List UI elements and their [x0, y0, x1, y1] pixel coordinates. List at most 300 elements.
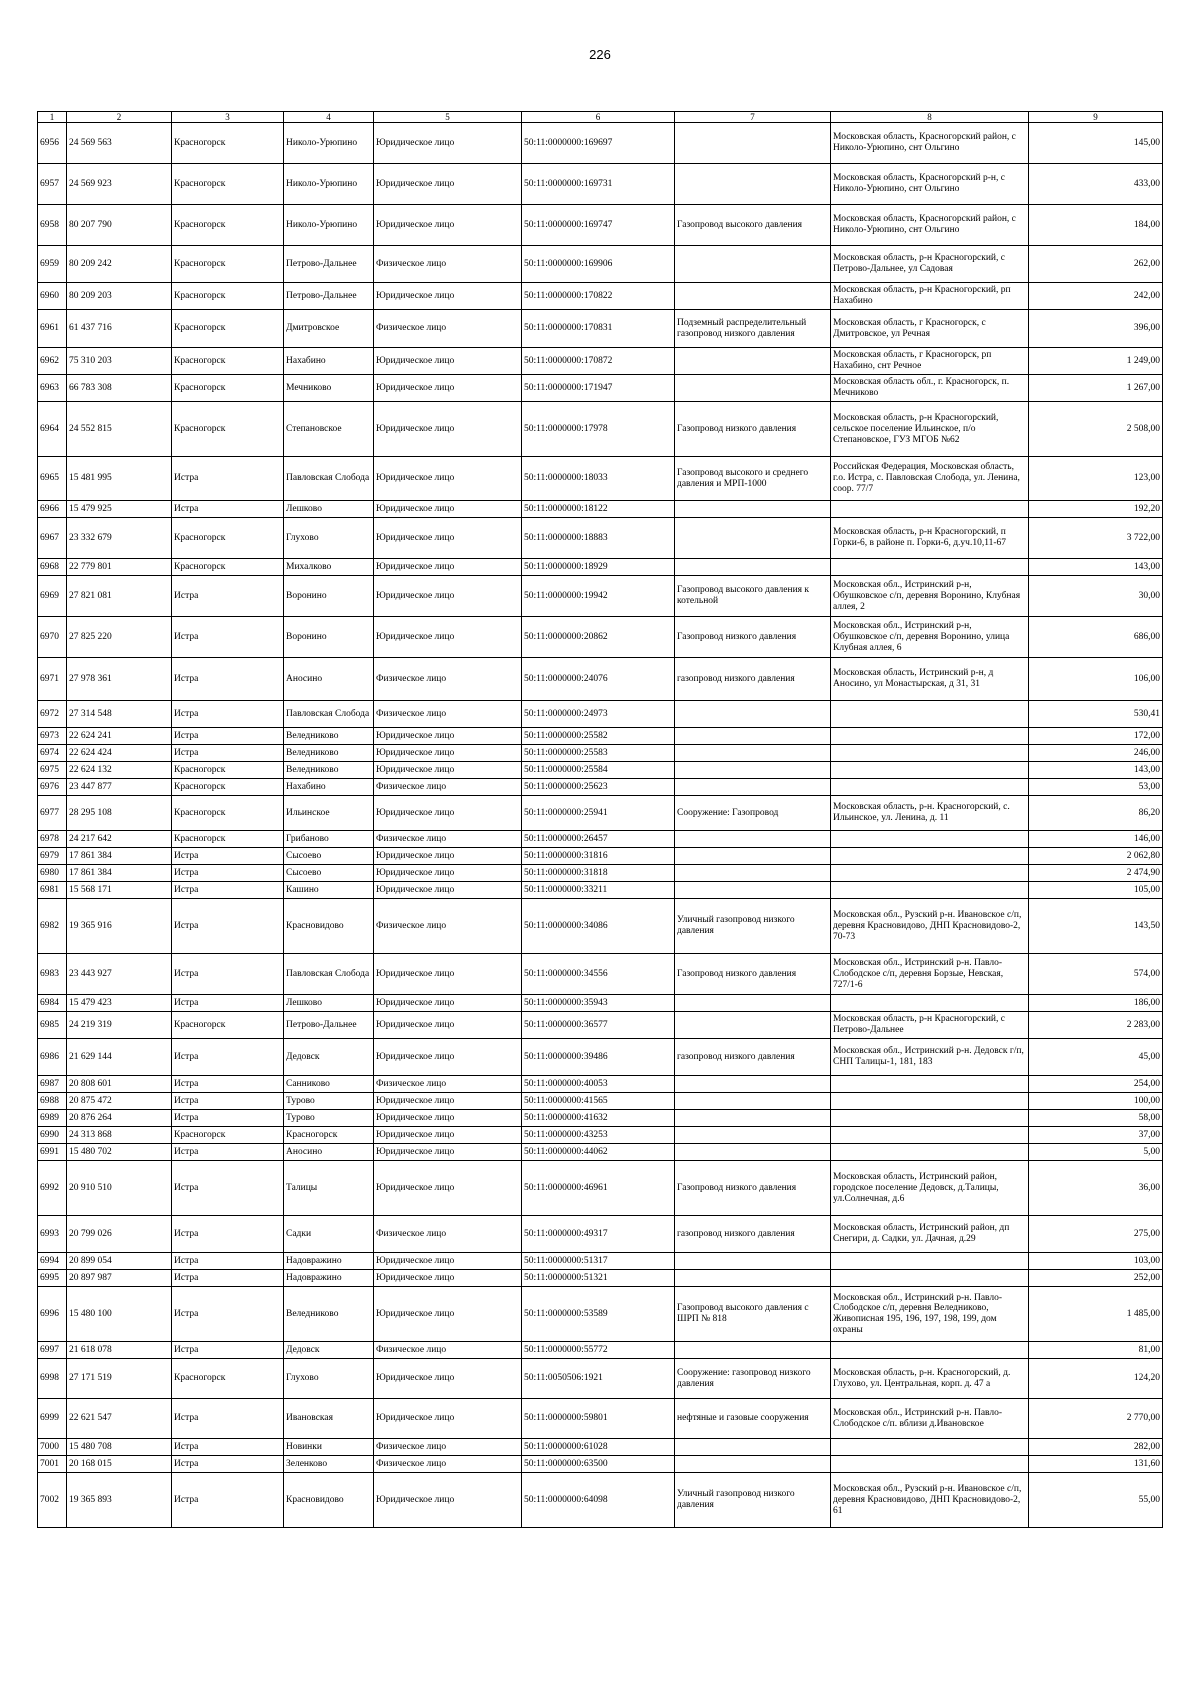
row-number-cell: 6969	[38, 576, 67, 617]
object-description-cell: Уличный газопровод низкого давления	[675, 899, 831, 954]
settlement-cell: Павловская Слобода	[284, 457, 374, 501]
owner-type-cell: Юридическое лицо	[374, 1093, 522, 1110]
municipality-cell: Истра	[172, 1093, 284, 1110]
owner-type-cell: Юридическое лицо	[374, 1359, 522, 1399]
address-cell: Московская область, р-н Красногорский, с Петрово-Дальнее, ул Садовая	[831, 246, 1029, 283]
value-cell: 5,00	[1029, 1144, 1163, 1161]
table-row	[38, 831, 1163, 848]
settlement-cell: Воронино	[284, 617, 374, 658]
address-cell	[831, 745, 1029, 762]
object-description-cell: газопровод низкого давления	[675, 1216, 831, 1253]
owner-type-cell: Физическое лицо	[374, 246, 522, 283]
value-cell: 143,50	[1029, 899, 1163, 954]
code-cell: 21 629 144	[67, 1039, 172, 1076]
cadastral-number-cell: 50:11:0000000:170872	[522, 348, 675, 375]
municipality-cell: Истра	[172, 617, 284, 658]
cadastral-number-cell: 50:11:0000000:63500	[522, 1456, 675, 1473]
settlement-cell: Нахабино	[284, 348, 374, 375]
owner-type-cell: Юридическое лицо	[374, 1287, 522, 1342]
code-cell: 23 447 877	[67, 779, 172, 796]
settlement-cell: Лешково	[284, 501, 374, 518]
address-cell: Московская область, р-н Красногорский, с Петрово-Дальнее	[831, 1012, 1029, 1039]
object-description-cell: Уличный газопровод низкого давления	[675, 1473, 831, 1528]
owner-type-cell: Юридическое лицо	[374, 375, 522, 402]
settlement-cell: Веледниково	[284, 728, 374, 745]
row-number-cell: 6996	[38, 1287, 67, 1342]
table-row	[38, 882, 1163, 899]
row-number-cell: 6976	[38, 779, 67, 796]
row-number-cell: 7002	[38, 1473, 67, 1528]
address-cell	[831, 1253, 1029, 1270]
row-number-cell: 6964	[38, 402, 67, 457]
table-row	[38, 899, 1163, 954]
object-description-cell	[675, 745, 831, 762]
address-cell	[831, 1076, 1029, 1093]
row-number-cell: 6975	[38, 762, 67, 779]
municipality-cell: Истра	[172, 1039, 284, 1076]
owner-type-cell: Юридическое лицо	[374, 501, 522, 518]
row-number-cell: 6998	[38, 1359, 67, 1399]
settlement-cell: Кашино	[284, 882, 374, 899]
address-cell	[831, 559, 1029, 576]
cadastral-number-cell: 50:11:0000000:34086	[522, 899, 675, 954]
column-header: 9	[1029, 112, 1163, 123]
row-number-cell: 6960	[38, 283, 67, 310]
settlement-cell: Нахабино	[284, 779, 374, 796]
cadastral-number-cell: 50:11:0000000:43253	[522, 1127, 675, 1144]
municipality-cell: Истра	[172, 1076, 284, 1093]
settlement-cell: Надовражино	[284, 1270, 374, 1287]
value-cell: 1 249,00	[1029, 348, 1163, 375]
value-cell: 2 283,00	[1029, 1012, 1163, 1039]
object-description-cell	[675, 865, 831, 882]
address-cell: Московская область, Истринский р-н, д Аносино, ул Монастырская, д 31, 31	[831, 658, 1029, 701]
code-cell: 80 209 203	[67, 283, 172, 310]
settlement-cell: Глухово	[284, 1359, 374, 1399]
owner-type-cell: Юридическое лицо	[374, 1110, 522, 1127]
table-row	[38, 1076, 1163, 1093]
value-cell: 143,00	[1029, 559, 1163, 576]
settlement-cell: Петрово-Дальнее	[284, 246, 374, 283]
cadastral-number-cell: 50:11:0000000:18883	[522, 518, 675, 559]
cadastral-number-cell: 50:11:0000000:24973	[522, 701, 675, 728]
cadastral-number-cell: 50:11:0000000:46961	[522, 1161, 675, 1216]
code-cell: 22 779 801	[67, 559, 172, 576]
cadastral-number-cell: 50:11:0000000:36577	[522, 1012, 675, 1039]
municipality-cell: Истра	[172, 457, 284, 501]
object-description-cell	[675, 1127, 831, 1144]
object-description-cell	[675, 1144, 831, 1161]
value-cell: 192,20	[1029, 501, 1163, 518]
row-number-cell: 6971	[38, 658, 67, 701]
owner-type-cell: Юридическое лицо	[374, 402, 522, 457]
object-description-cell: Газопровод низкого давления	[675, 1161, 831, 1216]
row-number-cell: 6958	[38, 205, 67, 246]
row-number-cell: 6984	[38, 995, 67, 1012]
settlement-cell: Воронино	[284, 576, 374, 617]
cadastral-number-cell: 50:11:0000000:25623	[522, 779, 675, 796]
object-description-cell	[675, 995, 831, 1012]
object-description-cell	[675, 1076, 831, 1093]
code-cell: 17 861 384	[67, 865, 172, 882]
object-description-cell	[675, 1439, 831, 1456]
column-header: 2	[67, 112, 172, 123]
settlement-cell: Михалково	[284, 559, 374, 576]
address-cell: Московская область, р-н. Красногорский, с. Ильинское, ул. Ленина, д. 11	[831, 796, 1029, 831]
cadastral-number-cell: 50:11:0000000:59801	[522, 1399, 675, 1439]
table-row	[38, 310, 1163, 348]
cadastral-number-cell: 50:11:0000000:25584	[522, 762, 675, 779]
code-cell: 22 621 547	[67, 1399, 172, 1439]
municipality-cell: Истра	[172, 954, 284, 995]
address-cell	[831, 1342, 1029, 1359]
object-description-cell	[675, 1342, 831, 1359]
table-row	[38, 1144, 1163, 1161]
municipality-cell: Истра	[172, 1144, 284, 1161]
row-number-cell: 6987	[38, 1076, 67, 1093]
cadastral-number-cell: 50:11:0000000:51321	[522, 1270, 675, 1287]
value-cell: 36,00	[1029, 1161, 1163, 1216]
address-cell	[831, 882, 1029, 899]
row-number-cell: 6994	[38, 1253, 67, 1270]
code-cell: 15 481 995	[67, 457, 172, 501]
cadastral-number-cell: 50:11:0000000:171947	[522, 375, 675, 402]
code-cell: 15 480 708	[67, 1439, 172, 1456]
value-cell: 2 474,90	[1029, 865, 1163, 882]
owner-type-cell: Юридическое лицо	[374, 1039, 522, 1076]
value-cell: 58,00	[1029, 1110, 1163, 1127]
owner-type-cell: Юридическое лицо	[374, 882, 522, 899]
object-description-cell	[675, 1110, 831, 1127]
settlement-cell: Дмитровское	[284, 310, 374, 348]
code-cell: 80 207 790	[67, 205, 172, 246]
value-cell: 103,00	[1029, 1253, 1163, 1270]
object-description-cell	[675, 1012, 831, 1039]
cadastral-number-cell: 50:11:0000000:31818	[522, 865, 675, 882]
owner-type-cell: Юридическое лицо	[374, 848, 522, 865]
owner-type-cell: Физическое лицо	[374, 1216, 522, 1253]
address-cell: Московская область, Красногорский район, с Николо-Урюпино, снт Ольгино	[831, 123, 1029, 164]
cadastral-number-cell: 50:11:0000000:34556	[522, 954, 675, 995]
settlement-cell: Веледниково	[284, 1287, 374, 1342]
cadastral-number-cell: 50:11:0000000:53589	[522, 1287, 675, 1342]
object-description-cell: Газопровод высокого и среднего давления и МРП-1000	[675, 457, 831, 501]
object-description-cell	[675, 1270, 831, 1287]
code-cell: 20 168 015	[67, 1456, 172, 1473]
row-number-cell: 6963	[38, 375, 67, 402]
municipality-cell: Истра	[172, 1216, 284, 1253]
owner-type-cell: Юридическое лицо	[374, 865, 522, 882]
code-cell: 24 569 563	[67, 123, 172, 164]
object-description-cell	[675, 164, 831, 205]
address-cell: Московская обл., Истринский р-н. Павло-Слободское с/п. вблизи д.Ивановское	[831, 1399, 1029, 1439]
object-description-cell	[675, 559, 831, 576]
address-cell	[831, 1127, 1029, 1144]
settlement-cell: Санниково	[284, 1076, 374, 1093]
settlement-cell: Дедовск	[284, 1039, 374, 1076]
owner-type-cell: Физическое лицо	[374, 658, 522, 701]
address-cell: Московская область, р-н Красногорский, п Горки-6, в районе п. Горки-6, д.уч.10,11-67	[831, 518, 1029, 559]
municipality-cell: Красногорск	[172, 1359, 284, 1399]
municipality-cell: Красногорск	[172, 375, 284, 402]
table-row	[38, 701, 1163, 728]
value-cell: 2 062,80	[1029, 848, 1163, 865]
address-cell: Московская обл., Истринский р-н, Обушковское с/п, деревня Воронино, Клубная аллея, 2	[831, 576, 1029, 617]
table-row	[38, 796, 1163, 831]
value-cell: 184,00	[1029, 205, 1163, 246]
row-number-cell: 6979	[38, 848, 67, 865]
code-cell: 22 624 132	[67, 762, 172, 779]
row-number-cell: 6986	[38, 1039, 67, 1076]
owner-type-cell: Физическое лицо	[374, 1342, 522, 1359]
settlement-cell: Мечниково	[284, 375, 374, 402]
table-row	[38, 779, 1163, 796]
address-cell	[831, 848, 1029, 865]
address-cell: Московская область, г Красногорск, рп Нахабино, снт Речное	[831, 348, 1029, 375]
row-number-cell: 6985	[38, 1012, 67, 1039]
value-cell: 275,00	[1029, 1216, 1163, 1253]
row-number-cell: 6982	[38, 899, 67, 954]
code-cell: 23 332 679	[67, 518, 172, 559]
value-cell: 574,00	[1029, 954, 1163, 995]
municipality-cell: Красногорск	[172, 831, 284, 848]
value-cell: 172,00	[1029, 728, 1163, 745]
table-row	[38, 1342, 1163, 1359]
cadastral-number-cell: 50:11:0000000:169731	[522, 164, 675, 205]
settlement-cell: Николо-Урюпино	[284, 123, 374, 164]
column-header: 4	[284, 112, 374, 123]
code-cell: 22 624 424	[67, 745, 172, 762]
code-cell: 19 365 893	[67, 1473, 172, 1528]
table-row	[38, 848, 1163, 865]
table-row	[38, 658, 1163, 701]
object-description-cell: Газопровод высокого давления с ШРП № 818	[675, 1287, 831, 1342]
value-cell: 55,00	[1029, 1473, 1163, 1528]
value-cell: 1 485,00	[1029, 1287, 1163, 1342]
code-cell: 23 443 927	[67, 954, 172, 995]
row-number-cell: 6977	[38, 796, 67, 831]
municipality-cell: Красногорск	[172, 779, 284, 796]
row-number-cell: 6968	[38, 559, 67, 576]
value-cell: 3 722,00	[1029, 518, 1163, 559]
cadastral-number-cell: 50:11:0000000:169747	[522, 205, 675, 246]
address-cell: Московская область обл., г. Красногорск, п. Мечниково	[831, 375, 1029, 402]
value-cell: 131,60	[1029, 1456, 1163, 1473]
column-header: 1	[38, 112, 67, 123]
code-cell: 19 365 916	[67, 899, 172, 954]
settlement-cell: Глухово	[284, 518, 374, 559]
cadastral-number-cell: 50:11:0000000:169906	[522, 246, 675, 283]
address-cell: Московская область, Истринский район, дп Снегири, д. Садки, ул. Дачная, д.29	[831, 1216, 1029, 1253]
code-cell: 75 310 203	[67, 348, 172, 375]
address-cell	[831, 1270, 1029, 1287]
value-cell: 262,00	[1029, 246, 1163, 283]
address-cell	[831, 1144, 1029, 1161]
table-row	[38, 123, 1163, 164]
settlement-cell: Красновидово	[284, 899, 374, 954]
object-description-cell: Сооружение: Газопровод	[675, 796, 831, 831]
owner-type-cell: Юридическое лицо	[374, 1012, 522, 1039]
code-cell: 21 618 078	[67, 1342, 172, 1359]
value-cell: 86,20	[1029, 796, 1163, 831]
column-header: 7	[675, 112, 831, 123]
settlement-cell: Аносино	[284, 1144, 374, 1161]
value-cell: 30,00	[1029, 576, 1163, 617]
owner-type-cell: Юридическое лицо	[374, 518, 522, 559]
municipality-cell: Красногорск	[172, 1012, 284, 1039]
code-cell: 15 480 702	[67, 1144, 172, 1161]
municipality-cell: Истра	[172, 995, 284, 1012]
municipality-cell: Красногорск	[172, 205, 284, 246]
table-row	[38, 164, 1163, 205]
municipality-cell: Красногорск	[172, 518, 284, 559]
cadastral-number-cell: 50:11:0000000:169697	[522, 123, 675, 164]
cadastral-number-cell: 50:11:0000000:25941	[522, 796, 675, 831]
settlement-cell: Ильинское	[284, 796, 374, 831]
cadastral-number-cell: 50:11:0000000:51317	[522, 1253, 675, 1270]
owner-type-cell: Физическое лицо	[374, 779, 522, 796]
object-description-cell	[675, 375, 831, 402]
code-cell: 20 876 264	[67, 1110, 172, 1127]
object-description-cell: Газопровод низкого давления	[675, 402, 831, 457]
settlement-cell: Надовражино	[284, 1253, 374, 1270]
settlement-cell: Садки	[284, 1216, 374, 1253]
municipality-cell: Истра	[172, 848, 284, 865]
cadastral-number-cell: 50:11:0000000:41632	[522, 1110, 675, 1127]
municipality-cell: Истра	[172, 1253, 284, 1270]
code-cell: 20 899 054	[67, 1253, 172, 1270]
owner-type-cell: Юридическое лицо	[374, 1253, 522, 1270]
owner-type-cell: Юридическое лицо	[374, 617, 522, 658]
object-description-cell: Сооружение: газопровод низкого давления	[675, 1359, 831, 1399]
table-row	[38, 348, 1163, 375]
owner-type-cell: Юридическое лицо	[374, 995, 522, 1012]
municipality-cell: Красногорск	[172, 348, 284, 375]
object-description-cell	[675, 501, 831, 518]
table-row	[38, 995, 1163, 1012]
settlement-cell: Сысоево	[284, 848, 374, 865]
address-cell: Московская обл., Истринский р-н. Павло-Слободское с/п, деревня Веледниково, Живописная 195, 196, 197, 198, 199, дом охраны	[831, 1287, 1029, 1342]
settlement-cell: Турово	[284, 1093, 374, 1110]
cadastral-number-cell: 50:11:0000000:61028	[522, 1439, 675, 1456]
object-description-cell: нефтяные и газовые сооружения	[675, 1399, 831, 1439]
municipality-cell: Красногорск	[172, 762, 284, 779]
address-cell: Московская обл., Рузский р-н. Ивановское с/п, деревня Красновидово, ДНП Красновидово-2, 61	[831, 1473, 1029, 1528]
table-row	[38, 762, 1163, 779]
cadastral-number-cell: 50:11:0050506:1921	[522, 1359, 675, 1399]
municipality-cell: Истра	[172, 576, 284, 617]
value-cell: 124,20	[1029, 1359, 1163, 1399]
owner-type-cell: Юридическое лицо	[374, 1127, 522, 1144]
settlement-cell: Турово	[284, 1110, 374, 1127]
owner-type-cell: Юридическое лицо	[374, 728, 522, 745]
row-number-cell: 6989	[38, 1110, 67, 1127]
owner-type-cell: Юридическое лицо	[374, 1399, 522, 1439]
owner-type-cell: Юридическое лицо	[374, 954, 522, 995]
address-cell: Московская область, р-н Красногорский, сельское поселение Ильинское, п/о Степановское, ГУЗ МГОБ №62	[831, 402, 1029, 457]
row-number-cell: 6995	[38, 1270, 67, 1287]
code-cell: 17 861 384	[67, 848, 172, 865]
code-cell: 15 479 423	[67, 995, 172, 1012]
table-row	[38, 1270, 1163, 1287]
address-cell	[831, 995, 1029, 1012]
address-cell	[831, 865, 1029, 882]
table-row	[38, 559, 1163, 576]
object-description-cell	[675, 728, 831, 745]
cadastral-number-cell: 50:11:0000000:18122	[522, 501, 675, 518]
registry-table	[37, 111, 1163, 1528]
owner-type-cell: Физическое лицо	[374, 899, 522, 954]
object-description-cell	[675, 762, 831, 779]
value-cell: 106,00	[1029, 658, 1163, 701]
municipality-cell: Истра	[172, 1287, 284, 1342]
municipality-cell: Истра	[172, 701, 284, 728]
address-cell: Московская область, г Красногорск, с Дмитровское, ул Речная	[831, 310, 1029, 348]
table-row	[38, 576, 1163, 617]
code-cell: 27 821 081	[67, 576, 172, 617]
owner-type-cell: Юридическое лицо	[374, 745, 522, 762]
object-description-cell	[675, 1093, 831, 1110]
settlement-cell: Степановское	[284, 402, 374, 457]
row-number-cell: 6980	[38, 865, 67, 882]
address-cell: Московская область, Красногорский район, с Николо-Урюпино, снт Ольгино	[831, 205, 1029, 246]
row-number-cell: 7000	[38, 1439, 67, 1456]
owner-type-cell: Юридическое лицо	[374, 1144, 522, 1161]
object-description-cell: Газопровод высокого давления	[675, 205, 831, 246]
code-cell: 15 479 925	[67, 501, 172, 518]
row-number-cell: 6967	[38, 518, 67, 559]
object-description-cell	[675, 1456, 831, 1473]
owner-type-cell: Физическое лицо	[374, 310, 522, 348]
code-cell: 24 313 868	[67, 1127, 172, 1144]
row-number-cell: 6970	[38, 617, 67, 658]
value-cell: 105,00	[1029, 882, 1163, 899]
row-number-cell: 6956	[38, 123, 67, 164]
value-cell: 252,00	[1029, 1270, 1163, 1287]
cadastral-number-cell: 50:11:0000000:55772	[522, 1342, 675, 1359]
row-number-cell: 6972	[38, 701, 67, 728]
object-description-cell	[675, 831, 831, 848]
municipality-cell: Истра	[172, 728, 284, 745]
page-number: 226	[589, 47, 611, 62]
cadastral-number-cell: 50:11:0000000:170831	[522, 310, 675, 348]
object-description-cell: Газопровод высокого давления к котельной	[675, 576, 831, 617]
code-cell: 20 799 026	[67, 1216, 172, 1253]
table-row	[38, 1127, 1163, 1144]
code-cell: 20 897 987	[67, 1270, 172, 1287]
code-cell: 28 295 108	[67, 796, 172, 831]
owner-type-cell: Физическое лицо	[374, 701, 522, 728]
table-row	[38, 1473, 1163, 1528]
object-description-cell	[675, 348, 831, 375]
owner-type-cell: Юридическое лицо	[374, 205, 522, 246]
address-cell: Московская обл., Истринский р-н. Дедовск г/п, СНП Талицы-1, 181, 183	[831, 1039, 1029, 1076]
table-row	[38, 1039, 1163, 1076]
value-cell: 100,00	[1029, 1093, 1163, 1110]
cadastral-number-cell: 50:11:0000000:39486	[522, 1039, 675, 1076]
municipality-cell: Истра	[172, 501, 284, 518]
value-cell: 1 267,00	[1029, 375, 1163, 402]
table-row	[38, 1456, 1163, 1473]
row-number-cell: 6965	[38, 457, 67, 501]
row-number-cell: 6991	[38, 1144, 67, 1161]
municipality-cell: Истра	[172, 1342, 284, 1359]
code-cell: 24 569 923	[67, 164, 172, 205]
settlement-cell: Грибаново	[284, 831, 374, 848]
municipality-cell: Истра	[172, 658, 284, 701]
cadastral-number-cell: 50:11:0000000:18929	[522, 559, 675, 576]
value-cell: 433,00	[1029, 164, 1163, 205]
